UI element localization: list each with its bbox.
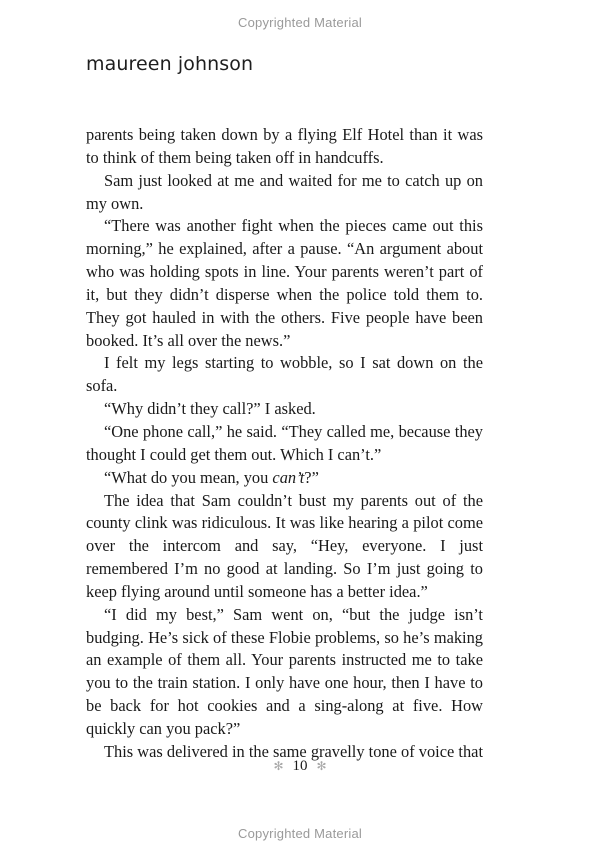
page-folio [0, 758, 600, 775]
paragraph: “There was another fight when the pieces came out this morning,” he explained, after a pause. “An argument about who was holding spots in line. Your parents weren’t part of it, but they didn’t disperse when the police told them to. They got hauled in with the others. Five people have been booked. It’s all over the news.” [86, 216, 483, 350]
copyright-watermark-top: Copyrighted Material [238, 15, 362, 30]
paragraph: The idea that Sam couldn’t bust my parents out of the county clink was ridiculous. It was like hearing a pilot come over the intercom and say, “Hey, everyone. I just remembered I’m no good at landing. So I’m just going to keep flying around until someone has a better idea.” [86, 490, 483, 601]
paragraph: “Why didn’t they call?” I asked. [104, 399, 316, 419]
paragraph: This was delivered in the same gravelly tone of voice that [104, 741, 483, 761]
page-number: 10 [292, 758, 308, 774]
paragraph [86, 467, 483, 490]
ornament-star-icon: ✻ [273, 759, 284, 773]
running-head-author: maureen johnson [86, 53, 254, 75]
paragraph-text: “What do you mean, you [104, 467, 273, 487]
paragraph: “I did my best,” Sam went on, “but the judge isn’t budging. He’s sick of these Flobie problems, so he’s making an example of them all. Your parents instructed me to take you to the train station. I only have one hour, then I have to be back for hot cookies and a sing-along at five. How quickly can you pack?” [86, 604, 483, 738]
body-text [86, 124, 483, 764]
paragraph: parents being taken down by a flying Elf Hotel than it was to think of them being taken off in handcuffs. [86, 125, 483, 167]
paragraph-text: ?” [304, 467, 319, 487]
paragraph: Sam just looked at me and waited for me to catch up on my own. [86, 170, 483, 213]
paragraph: “One phone call,” he said. “They called me, because they thought I could get them out. Which I can’t.” [86, 421, 483, 464]
copyright-watermark-bottom: Copyrighted Material [238, 826, 362, 841]
ornament-star-icon: ✻ [316, 759, 327, 773]
emphasis-text: can’t [272, 467, 305, 487]
paragraph: I felt my legs starting to wobble, so I sat down on the sofa. [86, 353, 483, 396]
